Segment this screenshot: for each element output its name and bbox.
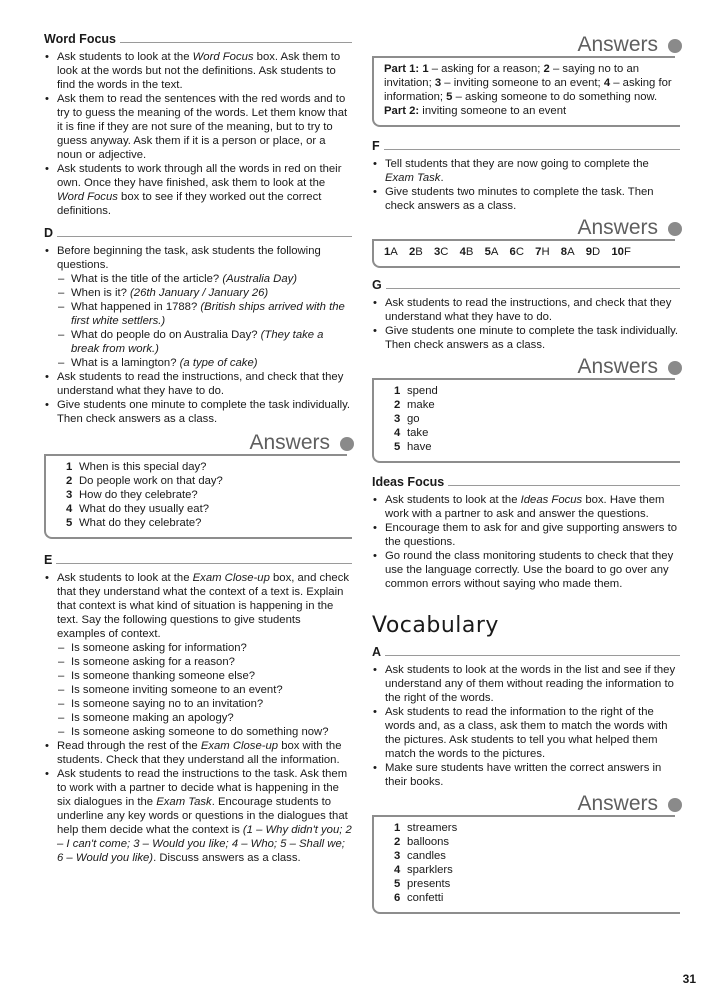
list-item: • Ask students to work through all the words in red on their own. Once they have finished, ask them to look at the Word Focus box to see if they worked out the correct definitions. [44, 162, 352, 218]
question-item: – What is the title of the article? (Australia Day) [57, 272, 352, 286]
answers-list [384, 821, 674, 905]
question-item: – Is someone asking for information? [57, 641, 352, 655]
section-g-list [372, 296, 680, 352]
bullet-dot-icon [668, 361, 682, 375]
answer-item: 1 spend [394, 385, 438, 397]
section-d-heading: D [44, 226, 352, 240]
page-number: 31 [682, 972, 696, 986]
left-column [44, 32, 352, 865]
list-item: • Give students one minute to complete the task individually. Then check answers as a class. [44, 398, 352, 426]
answer-item: 5 What do they celebrate? [66, 517, 202, 529]
word-focus-heading: Word Focus [44, 32, 352, 46]
list-item: • Make sure students have written the correct answers in their books. [372, 761, 680, 789]
ideas-focus-heading: Ideas Focus [372, 475, 680, 489]
answer-item: 1 streamers [394, 822, 458, 834]
answer-part1: Part 1: 1 – asking for a reason; 2 – saying no to an invitation; 3 – inviting someone to an event; 4 – asking for information; 5 – asking someone to do something now. [384, 63, 672, 103]
question-item: – What do people do on Australia Day? (They take a break from work.) [57, 328, 352, 356]
question-item: – When is it? (26th January / January 26) [57, 286, 352, 300]
answers-title: Answers [577, 33, 658, 56]
question-item: – Is someone thanking someone else? [57, 669, 352, 683]
list-item: • Ask students to read the information to the right of the words and, as a class, ask them to match the words with the pictures. Ask students to tell you what helped them match the words to the pictures. [372, 705, 680, 761]
question-item: – Is someone making an apology? [57, 711, 352, 725]
question-item: – Is someone asking for a reason? [57, 655, 352, 669]
bullet-dot-icon [668, 39, 682, 53]
answer-item: 4 take [394, 427, 429, 439]
list-item: • Go round the class monitoring students to check that they use the language correctly. Use the board to go over any common errors without saying who made them. [372, 549, 680, 591]
bullet-dot-icon [340, 437, 354, 451]
list-item: • Tell students that they are now going to complete the Exam Task. [372, 157, 680, 185]
answers-box-e [372, 34, 680, 127]
answers-list [384, 384, 674, 454]
section-d-list [44, 244, 352, 426]
answers-title: Answers [577, 216, 658, 239]
answer-key: 1A 2B 3C 4B 5A 6C 7H 8A 9D 10F [384, 246, 631, 258]
list-item: • Ask them to read the sentences with the red words and to try to guess the meaning of the words. Let them know that it is fine if they are not sure of the meaning, but to try to guess anyway. Ask them if it is a person or place, or a noun or adjective. [44, 92, 352, 162]
bullet-dot-icon [668, 222, 682, 236]
section-g-heading: G [372, 278, 680, 292]
answer-item: 4 What do they usually eat? [66, 503, 209, 515]
bullet-dot-icon [668, 798, 682, 812]
answers-box-g [372, 356, 680, 463]
list-item: • Give students one minute to complete the task individually. Then check answers as a class. [372, 324, 680, 352]
section-e-heading: E [44, 553, 352, 567]
word-focus-list [44, 50, 352, 218]
question-list [57, 272, 352, 370]
list-item: • Give students two minutes to complete the task. Then check answers as a class. [372, 185, 680, 213]
answers-box-f [372, 217, 680, 268]
list-item: • Ask students to look at the Word Focus box. Ask them to look at the words but not the definitions. Ask students to find the words in the text. [44, 50, 352, 92]
right-column [372, 34, 680, 914]
list-item: • Ask students to look at the words in the list and see if they understand any of them without reading the information to the right of the words. [372, 663, 680, 705]
list-item: • Read through the rest of the Exam Close-up box with the students. Check that they understand all the information. [44, 739, 352, 767]
question-item: – Is someone inviting someone to an event? [57, 683, 352, 697]
section-f-list [372, 157, 680, 213]
answer-item: 6 confetti [394, 892, 444, 904]
section-e-list [44, 571, 352, 865]
answer-item: 2 Do people work on that day? [66, 475, 223, 487]
answer-item: 1 When is this special day? [66, 461, 207, 473]
answer-item: 3 go [394, 413, 420, 425]
question-item: – What happened in 1788? (British ships arrived with the first white settlers.) [57, 300, 352, 328]
list-item: • Ask students to look at the Ideas Focus box. Have them work with a partner to ask and answer the questions. [372, 493, 680, 521]
answer-item: 5 have [394, 441, 432, 453]
answers-title: Answers [577, 355, 658, 378]
answers-title: Answers [249, 431, 330, 454]
answer-item: 3 candles [394, 850, 446, 862]
section-a-list [372, 663, 680, 789]
list-item: • Ask students to read the instructions, and check that they understand what they have to do. [372, 296, 680, 324]
answer-item: 3 How do they celebrate? [66, 489, 198, 501]
answers-box-a [372, 793, 680, 914]
ideas-focus-list [372, 493, 680, 591]
answer-item: 2 balloons [394, 836, 450, 848]
list-item: • Ask students to read the instructions, and check that they understand what they have to do. [44, 370, 352, 398]
answer-part2: Part 2: inviting someone to an event [384, 105, 567, 117]
list-item: • Before beginning the task, ask students the following questions. – What is the title of the article? (Australia Day) – When is it? (26th January / January 26) – What happened in 1788? (British ships arrived with the first white settlers.) – What do people do on Australia Day? (They take a break from work.) – What is a lamington? (a type of cake) [44, 244, 352, 370]
answers-box-d [44, 432, 352, 539]
answer-item: 4 sparklers [394, 864, 453, 876]
question-list [57, 641, 352, 739]
question-item: – Is someone asking someone to do something now? [57, 725, 352, 739]
answers-title: Answers [577, 792, 658, 815]
answer-item: 2 make [394, 399, 435, 411]
list-item: • Ask students to read the instructions to the task. Ask them to work with a partner to decide what is happening in the six dialogues in the Exam Task. Encourage students to underline any key words or questions in the dialogues that help them decide what the context is (1 – Why didn't you; 2 – I can't come; 3 – Would you like; 4 – Who; 5 – Shall we; 6 – Would you like). Discuss answers as a class. [44, 767, 352, 865]
answers-list [56, 460, 346, 530]
section-a-heading: A [372, 645, 680, 659]
section-f-heading: F [372, 139, 680, 153]
list-item: • Ask students to look at the Exam Close-up box, and check that they understand what the context of a text is. Explain that context is what kind of situation is happening in the text. Say the following questions to give students examples of context. – Is someone asking for information? – Is someone asking for a reason? – Is someone thanking someone else? – Is someone inviting someone to an event? – Is someone saying no to an invitation? – Is someone making an apology? – Is someone asking someone to do something now? [44, 571, 352, 739]
vocabulary-title: Vocabulary [372, 613, 499, 638]
answer-item: 5 presents [394, 878, 451, 890]
question-item: – Is someone saying no to an invitation? [57, 697, 352, 711]
question-item: – What is a lamington? (a type of cake) [57, 356, 352, 370]
list-item: • Encourage them to ask for and give supporting answers to the questions. [372, 521, 680, 549]
